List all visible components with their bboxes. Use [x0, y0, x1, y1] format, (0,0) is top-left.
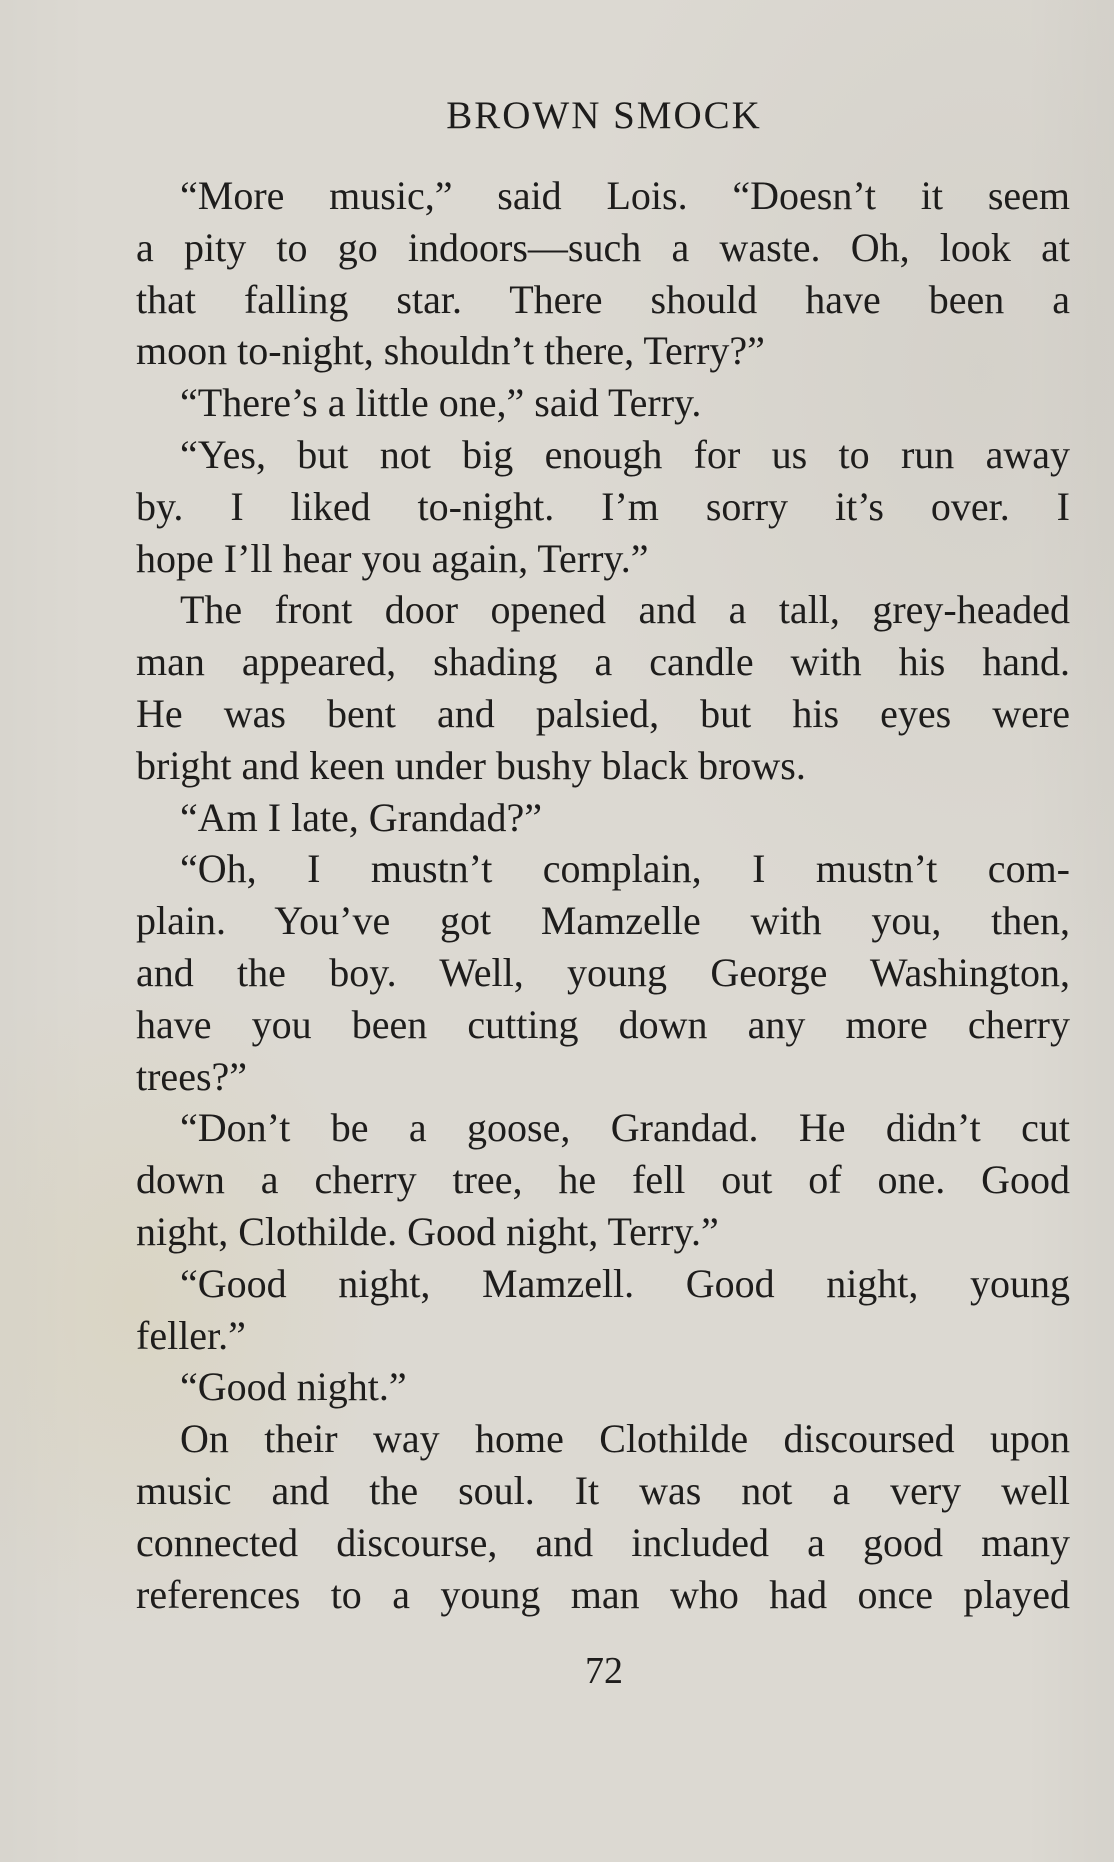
running-head: BROWN SMOCK [446, 94, 762, 137]
text-line: music and the soul. It was not a very well [136, 1467, 1070, 1513]
text-line: that falling star. There should have been a [136, 276, 1070, 322]
text-line: bright and keen under bushy black brows. [136, 742, 806, 788]
text-line: hope I’ll hear you again, Terry.” [136, 535, 649, 581]
text-line: On their way home Clothilde discoursed upon [180, 1416, 1070, 1462]
text-line: man appeared, shading a candle with his hand. [136, 639, 1070, 685]
text-line: “There’s a little one,” said Terry. [180, 380, 702, 426]
body-text [136, 170, 1070, 1620]
text-line: “Good night, Mamzell. Good night, young [180, 1260, 1070, 1306]
text-line: “More music,” said Lois. “Doesn’t it seem [180, 173, 1070, 218]
text-line: trees?” [136, 1053, 248, 1099]
text-line: plain. You’ve got Mamzelle with you, then, [136, 898, 1070, 944]
text-line: down a cherry tree, he fell out of one. Good [136, 1157, 1070, 1203]
page-number: 72 [585, 1650, 623, 1692]
text-line: “Am I late, Grandad?” [180, 794, 543, 840]
text-line: “Don’t be a goose, Grandad. He didn’t cut [180, 1105, 1070, 1151]
text-line: connected discourse, and included a good many [136, 1519, 1070, 1565]
text-line: The front door opened and a tall, grey-headed [180, 587, 1070, 633]
text-line: He was bent and palsied, but his eyes were [136, 690, 1070, 736]
text-line: “Good night.” [180, 1364, 407, 1410]
text-line: have you been cutting down any more cherry [136, 1001, 1070, 1047]
text-line: moon to-night, shouldn’t there, Terry?” [136, 328, 765, 374]
text-line: feller.” [136, 1312, 246, 1358]
text-line: references to a young man who had once played [136, 1571, 1070, 1617]
text-line: a pity to go indoors—such a waste. Oh, look at [136, 224, 1070, 270]
text-line: and the boy. Well, young George Washington, [136, 949, 1070, 995]
text-line: by. I liked to-night. I’m sorry it’s over. I [136, 483, 1070, 529]
text-line: “Yes, but not big enough for us to run away [180, 431, 1070, 477]
text-line: night, Clothilde. Good night, Terry.” [136, 1208, 719, 1254]
text-line: “Oh, I mustn’t complain, I mustn’t com- [180, 846, 1070, 892]
